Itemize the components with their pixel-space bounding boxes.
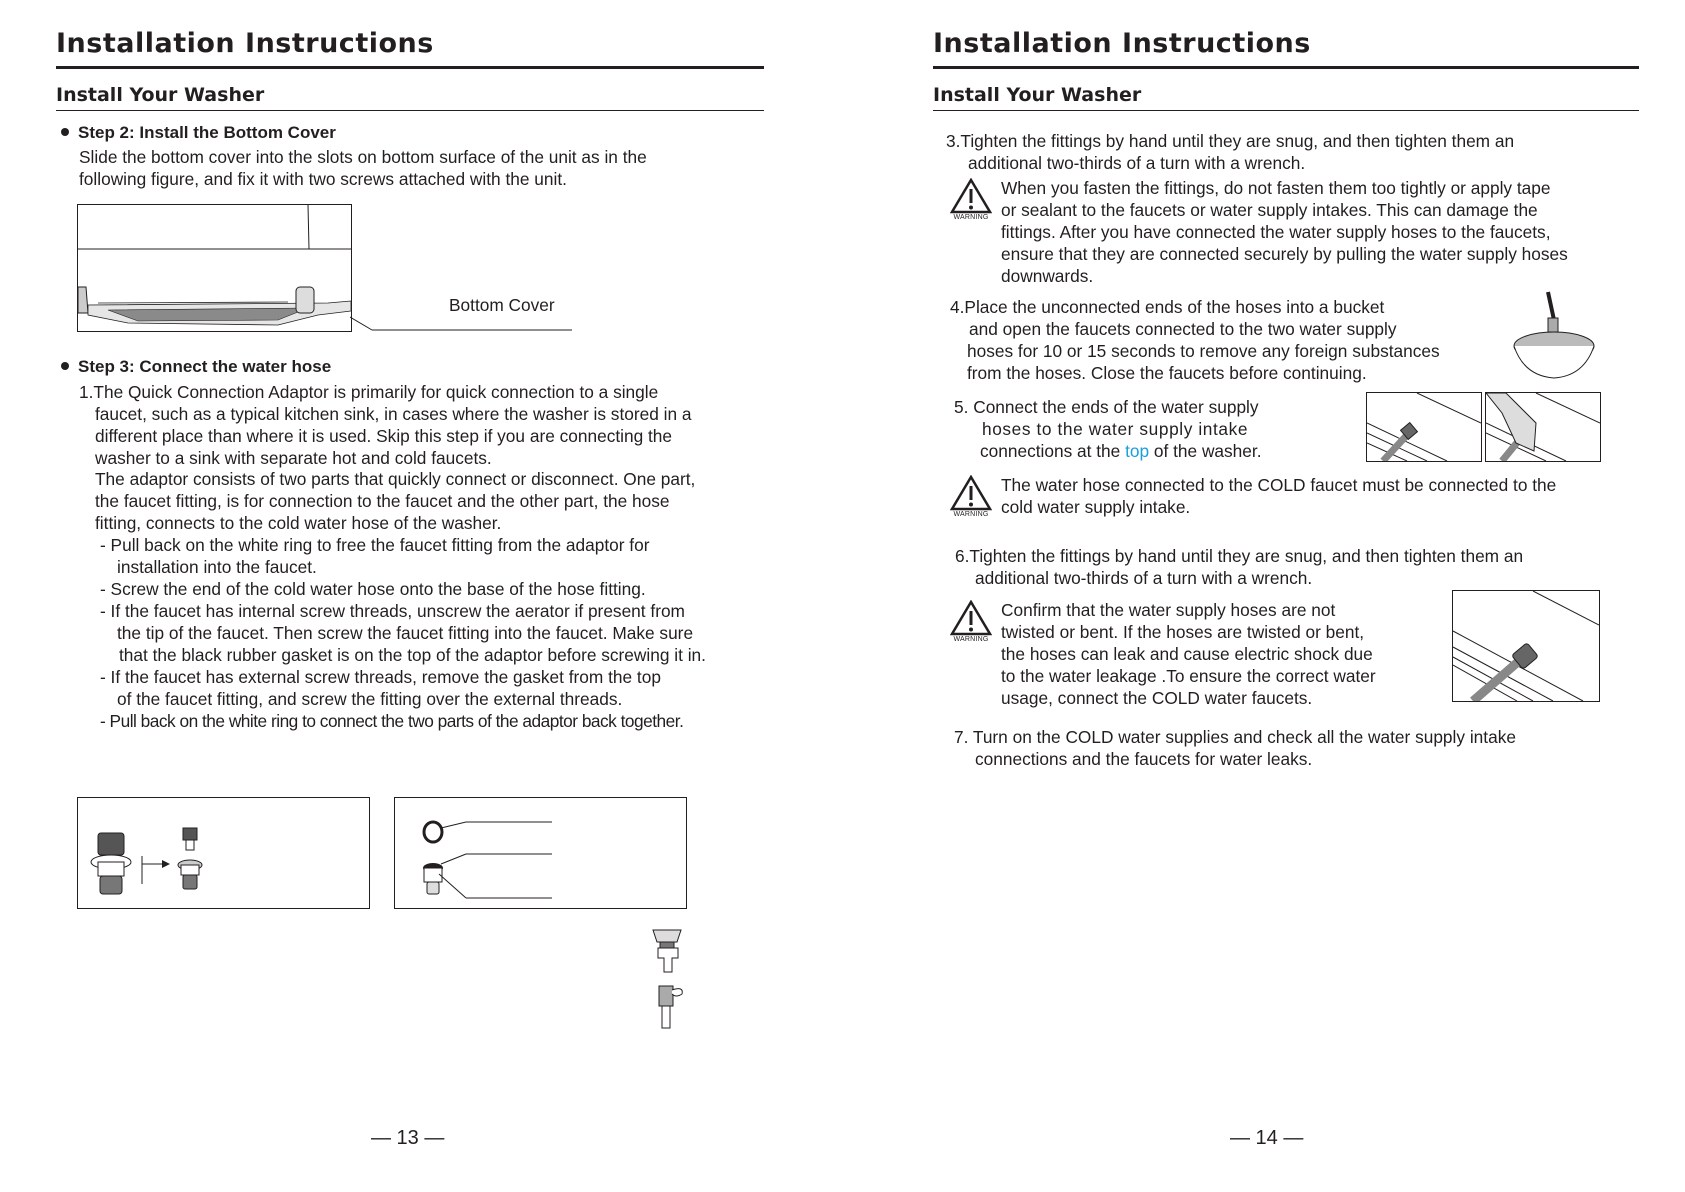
step-5-text: 5. Connect the ends of the water supply <box>954 397 1259 417</box>
warning-3-text: to the water leakage .To ensure the correct water <box>1001 666 1376 686</box>
step-6-text: 6.Tighten the fittings by hand until they are snug, and then tighten them an <box>955 546 1524 566</box>
step-7-text: 7. Turn on the COLD water supplies and check all the water supply intake <box>954 727 1516 747</box>
subtitle-divider <box>56 110 764 111</box>
bucket-illustration <box>1508 290 1600 382</box>
step-7-text-cont: connections and the faucets for water leaks. <box>975 749 1313 769</box>
page-13 <box>0 0 842 1192</box>
step-5-text-cont: connections at the top of the washer. <box>980 441 1262 461</box>
step3-text-1: 1.The Quick Connection Adaptor is primarily for quick connection to a single <box>79 382 659 402</box>
warning-1-text: fittings. After you have connected the water supply hoses to the faucets, <box>1001 222 1551 242</box>
step3-heading: Step 3: Connect the water hose <box>78 357 332 376</box>
step3-text-3: different place than where it is used. Skip this step if you are connecting the <box>95 426 673 446</box>
warning-icon: WARNING <box>950 600 992 646</box>
warning-icon: WARNING <box>950 475 992 521</box>
step-4-text-cont: from the hoses. Close the faucets before continuing. <box>967 363 1367 383</box>
step-3-text-cont: additional two-thirds of a turn with a wrench. <box>968 153 1306 173</box>
hose-not-twisted-figure <box>1452 590 1600 702</box>
instruction-bullet-cont: that the black rubber gasket is on the top of the adaptor before screwing it in. <box>119 645 706 665</box>
bullet-icon <box>61 128 69 136</box>
highlight-top: top <box>1125 441 1150 461</box>
gasket-illustration <box>395 798 686 908</box>
straight-hose-illustration <box>1453 591 1599 701</box>
warning-1-text: When you fasten the fittings, do not fasten them too tightly or apply tape <box>1001 178 1551 198</box>
warning-1-text: or sealant to the faucets or water supply intakes. This can damage the <box>1001 200 1538 220</box>
gasket-figure <box>394 797 687 909</box>
subtitle-divider <box>933 110 1639 111</box>
hand-tightening-illustration <box>1486 393 1600 461</box>
title-divider <box>56 66 764 69</box>
instruction-bullet: - Pull back on the white ring to connect the two parts of the adaptor back together. <box>100 711 684 731</box>
warning-3-text: usage, connect the COLD water faucets. <box>1001 688 1313 708</box>
page-14 <box>842 0 1685 1192</box>
instruction-bullet: - If the faucet has internal screw threads, unscrew the aerator if present from <box>100 601 685 621</box>
page-title: Installation Instructions <box>933 28 1311 59</box>
bottom-cover-leader-line <box>350 315 572 333</box>
section-subtitle: Install Your Washer <box>933 84 1142 106</box>
washer-bottom-illustration <box>78 205 351 331</box>
instruction-bullet: - If the faucet has external screw threads, remove the gasket from the top <box>100 667 661 687</box>
adaptor-disassembly-figure <box>77 797 370 909</box>
faucet-fitting-illustration <box>650 928 686 1030</box>
bullet-icon <box>61 362 69 370</box>
warning-3-text: Confirm that the water supply hoses are not <box>1001 600 1336 620</box>
step3-text-6: the faucet fitting, is for connection to the faucet and the other part, the hose <box>95 491 670 511</box>
step2-heading: Step 2: Install the Bottom Cover <box>78 123 336 142</box>
instruction-bullet-cont: installation into the faucet. <box>117 557 317 577</box>
step2-text-2: following figure, and fix it with two screws attached with the unit. <box>79 169 567 189</box>
warning-1-text: ensure that they are connected securely by pulling the water supply hoses <box>1001 244 1568 264</box>
step-3-text: 3.Tighten the fittings by hand until they are snug, and then tighten them an <box>946 131 1515 151</box>
step3-text-4: washer to a sink with separate hot and cold faucets. <box>95 448 492 468</box>
hose-intake-illustration <box>1367 393 1481 461</box>
warning-3-text: twisted or bent. If the hoses are twisted or bent, <box>1001 622 1365 642</box>
instruction-bullet-cont: the tip of the faucet. Then screw the faucet fitting into the faucet. Make sure <box>117 623 694 643</box>
warning-2-text: The water hose connected to the COLD faucet must be connected to the <box>1001 475 1557 495</box>
bottom-cover-label: Bottom Cover <box>449 295 555 315</box>
hose-connection-figure-2 <box>1485 392 1601 462</box>
instruction-bullet-cont: of the faucet fitting, and screw the fitting over the external threads. <box>117 689 623 709</box>
warning-1-text: downwards. <box>1001 266 1094 286</box>
step-5-text-cont: hoses to the water supply intake <box>982 419 1249 439</box>
step3-text-2: faucet, such as a typical kitchen sink, in cases where the washer is stored in a <box>95 404 692 424</box>
bottom-cover-figure <box>77 204 352 332</box>
step3-text-5: The adaptor consists of two parts that quickly connect or disconnect. One part, <box>95 469 696 489</box>
page-title: Installation Instructions <box>56 28 434 59</box>
step-6-text-cont: additional two-thirds of a turn with a wrench. <box>975 568 1313 588</box>
section-subtitle: Install Your Washer <box>56 84 265 106</box>
step2-text-1: Slide the bottom cover into the slots on bottom surface of the unit as in the <box>79 147 647 167</box>
warning-3-text: the hoses can leak and cause electric shock due <box>1001 644 1373 664</box>
page-number: — 14 — <box>1230 1127 1304 1149</box>
warning-2-text: cold water supply intake. <box>1001 497 1191 517</box>
adaptor-parts-illustration <box>78 798 369 908</box>
instruction-bullet: - Screw the end of the cold water hose onto the base of the hose fitting. <box>100 579 646 599</box>
step-4-text-cont: hoses for 10 or 15 seconds to remove any foreign substances <box>967 341 1440 361</box>
step-4-text-cont: and open the faucets connected to the two water supply <box>969 319 1397 339</box>
warning-icon: WARNING <box>950 178 992 224</box>
step3-text-7: fitting, connects to the cold water hose of the washer. <box>95 513 502 533</box>
step-4-text: 4.Place the unconnected ends of the hoses into a bucket <box>950 297 1385 317</box>
page-number: — 13 — <box>371 1127 445 1149</box>
hose-connection-figure-1 <box>1366 392 1482 462</box>
instruction-bullet: - Pull back on the white ring to free the faucet fitting from the adaptor for <box>100 535 650 555</box>
title-divider <box>933 66 1639 69</box>
